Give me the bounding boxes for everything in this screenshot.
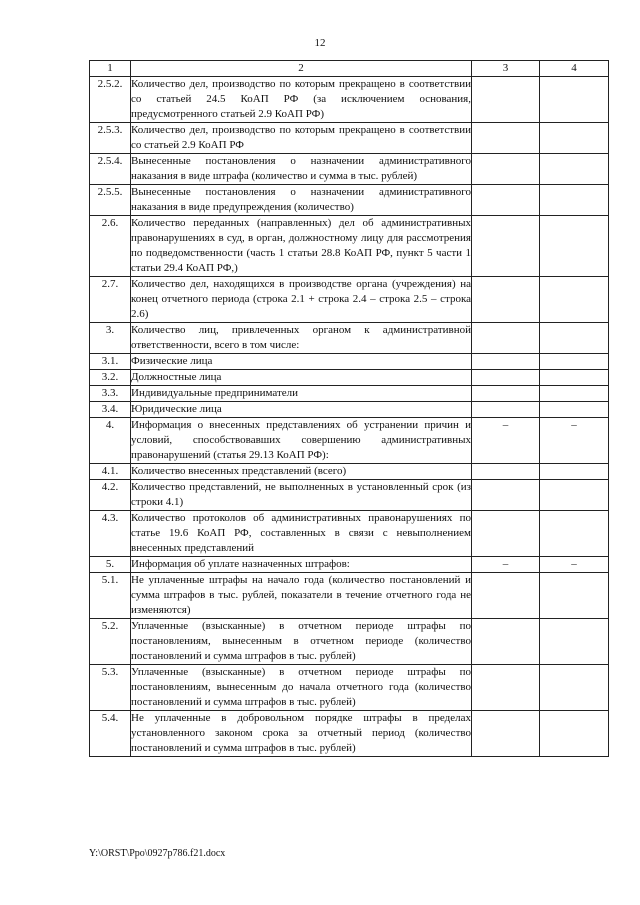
row-value-col4-cell xyxy=(540,711,609,757)
row-value-col3-cell xyxy=(472,277,540,323)
row-description-cell: Информация о внесенных представлениях об устранении причин и условий, способствовавших совершению административных правонарушений (статья 29.13 КоАП РФ): xyxy=(131,418,472,464)
table-row xyxy=(90,354,609,370)
row-description-cell: Не уплаченные штрафы на начало года (количество постановлений и сумма штрафов в тыс. рублей, показатели в течение отчетного года не изменяются) xyxy=(131,573,472,619)
row-number-cell: 4.2. xyxy=(90,480,131,511)
table-row xyxy=(90,557,609,573)
row-number-cell: 3. xyxy=(90,323,131,354)
row-number-cell: 5.1. xyxy=(90,573,131,619)
row-value-col4-cell xyxy=(540,354,609,370)
row-number-cell: 5.2. xyxy=(90,619,131,665)
table-row xyxy=(90,711,609,757)
row-value-col4-cell xyxy=(540,511,609,557)
table-row xyxy=(90,77,609,123)
report-table xyxy=(89,60,609,757)
row-number-cell: 3.3. xyxy=(90,386,131,402)
row-value-col4-cell xyxy=(540,619,609,665)
row-value-col3-cell xyxy=(472,711,540,757)
row-value-col3-cell xyxy=(472,370,540,386)
row-description-cell: Юридические лица xyxy=(131,402,472,418)
row-value-col3-cell xyxy=(472,402,540,418)
row-value-col4-cell xyxy=(540,154,609,185)
header-col-3: 3 xyxy=(472,61,540,77)
row-value-col3-cell xyxy=(472,619,540,665)
table-row xyxy=(90,216,609,277)
row-value-col4-cell xyxy=(540,386,609,402)
row-description-cell: Уплаченные (взысканные) в отчетном периоде штрафы по постановлениям, вынесенным в отчетном периоде (количество постановлений и сумма штрафов в тыс. рублей) xyxy=(131,619,472,665)
row-value-col3-cell xyxy=(472,386,540,402)
row-value-col3-cell: – xyxy=(472,557,540,573)
row-description-cell: Уплаченные (взысканные) в отчетном периоде штрафы по постановлениям, вынесенным до начала отчетного года (количество постановлений и сумма штрафов в тыс. рублей) xyxy=(131,665,472,711)
row-number-cell: 3.1. xyxy=(90,354,131,370)
row-number-cell: 2.5.2. xyxy=(90,77,131,123)
row-value-col4-cell xyxy=(540,665,609,711)
row-description-cell: Количество лиц, привлеченных органом к административной ответственности, всего в том числе: xyxy=(131,323,472,354)
header-col-1: 1 xyxy=(90,61,131,77)
row-description-cell: Вынесенные постановления о назначении административного наказания в виде штрафа (количество и сумма в тыс. рублей) xyxy=(131,154,472,185)
row-number-cell: 5.4. xyxy=(90,711,131,757)
row-number-cell: 2.6. xyxy=(90,216,131,277)
row-value-col4-cell xyxy=(540,123,609,154)
table-row xyxy=(90,480,609,511)
row-description-cell: Количество дел, производство по которым прекращено в соответствии со статьей 24.5 КоАП РФ (за исключением основания, предусмотренного статьей 2.9 КоАП РФ) xyxy=(131,77,472,123)
row-value-col4-cell xyxy=(540,480,609,511)
row-number-cell: 2.5.4. xyxy=(90,154,131,185)
row-description-cell: Количество дел, производство по которым прекращено в соответствии со статьей 2.9 КоАП РФ xyxy=(131,123,472,154)
row-description-cell: Количество дел, находящихся в производстве органа (учреждения) на конец отчетного периода (строка 2.1 + строка 2.4 – строка 2.5 – строка 2.6) xyxy=(131,277,472,323)
row-value-col4-cell xyxy=(540,370,609,386)
row-description-cell: Вынесенные постановления о назначении административного наказания в виде предупреждения (количество) xyxy=(131,185,472,216)
row-value-col3-cell xyxy=(472,464,540,480)
row-value-col3-cell xyxy=(472,185,540,216)
row-description-cell: Количество протоколов об административных правонарушениях по статье 19.6 КоАП РФ, составленных в связи с невыполнением внесенных представлений xyxy=(131,511,472,557)
file-path-footer: Y:\ORST\Ppo\0927p786.f21.docx xyxy=(89,848,226,859)
row-value-col4-cell xyxy=(540,77,609,123)
row-number-cell: 3.4. xyxy=(90,402,131,418)
row-number-cell: 5. xyxy=(90,557,131,573)
row-value-col4-cell xyxy=(540,573,609,619)
row-value-col4-cell xyxy=(540,402,609,418)
row-number-cell: 2.7. xyxy=(90,277,131,323)
table-row xyxy=(90,418,609,464)
table-row xyxy=(90,154,609,185)
row-value-col3-cell xyxy=(472,216,540,277)
row-number-cell: 4.1. xyxy=(90,464,131,480)
row-value-col4-cell: – xyxy=(540,418,609,464)
row-value-col3-cell xyxy=(472,123,540,154)
table-row xyxy=(90,386,609,402)
row-value-col4-cell xyxy=(540,323,609,354)
row-value-col3-cell xyxy=(472,354,540,370)
table-row xyxy=(90,511,609,557)
row-number-cell: 3.2. xyxy=(90,370,131,386)
row-value-col4-cell: – xyxy=(540,557,609,573)
row-value-col3-cell xyxy=(472,573,540,619)
table-row xyxy=(90,123,609,154)
row-value-col3-cell xyxy=(472,323,540,354)
row-number-cell: 5.3. xyxy=(90,665,131,711)
row-value-col3-cell xyxy=(472,154,540,185)
table-row xyxy=(90,185,609,216)
row-value-col4-cell xyxy=(540,464,609,480)
table-header-row xyxy=(90,61,609,77)
table-row xyxy=(90,665,609,711)
table-row xyxy=(90,464,609,480)
row-description-cell: Информация об уплате назначенных штрафов: xyxy=(131,557,472,573)
row-number-cell: 2.5.3. xyxy=(90,123,131,154)
row-value-col4-cell xyxy=(540,216,609,277)
row-value-col3-cell xyxy=(472,665,540,711)
header-col-4: 4 xyxy=(540,61,609,77)
row-number-cell: 4.3. xyxy=(90,511,131,557)
table-row xyxy=(90,370,609,386)
table-row xyxy=(90,573,609,619)
row-description-cell: Индивидуальные предприниматели xyxy=(131,386,472,402)
row-description-cell: Количество представлений, не выполненных в установленный срок (из строки 4.1) xyxy=(131,480,472,511)
row-value-col3-cell: – xyxy=(472,418,540,464)
row-description-cell: Должностные лица xyxy=(131,370,472,386)
page-number: 12 xyxy=(314,37,326,49)
row-description-cell: Количество переданных (направленных) дел об административных правонарушениях в суд, в орган, должностному лицу для рассмотрения по подведомственности (часть 1 статьи 28.8 КоАП РФ, пункт 5 части 1 статьи 29.4 КоАП РФ,) xyxy=(131,216,472,277)
table-row xyxy=(90,619,609,665)
row-description-cell: Количество внесенных представлений (всего) xyxy=(131,464,472,480)
row-value-col3-cell xyxy=(472,480,540,511)
row-value-col4-cell xyxy=(540,185,609,216)
header-col-2: 2 xyxy=(131,61,472,77)
table-row xyxy=(90,402,609,418)
row-value-col3-cell xyxy=(472,77,540,123)
row-number-cell: 2.5.5. xyxy=(90,185,131,216)
table-row xyxy=(90,277,609,323)
row-value-col4-cell xyxy=(540,277,609,323)
row-number-cell: 4. xyxy=(90,418,131,464)
row-description-cell: Физические лица xyxy=(131,354,472,370)
row-value-col3-cell xyxy=(472,511,540,557)
row-description-cell: Не уплаченные в добровольном порядке штрафы в пределах установленного законом срока за отчетный период (количество постановлений и сумма штрафов в тыс. рублей) xyxy=(131,711,472,757)
table-row xyxy=(90,323,609,354)
